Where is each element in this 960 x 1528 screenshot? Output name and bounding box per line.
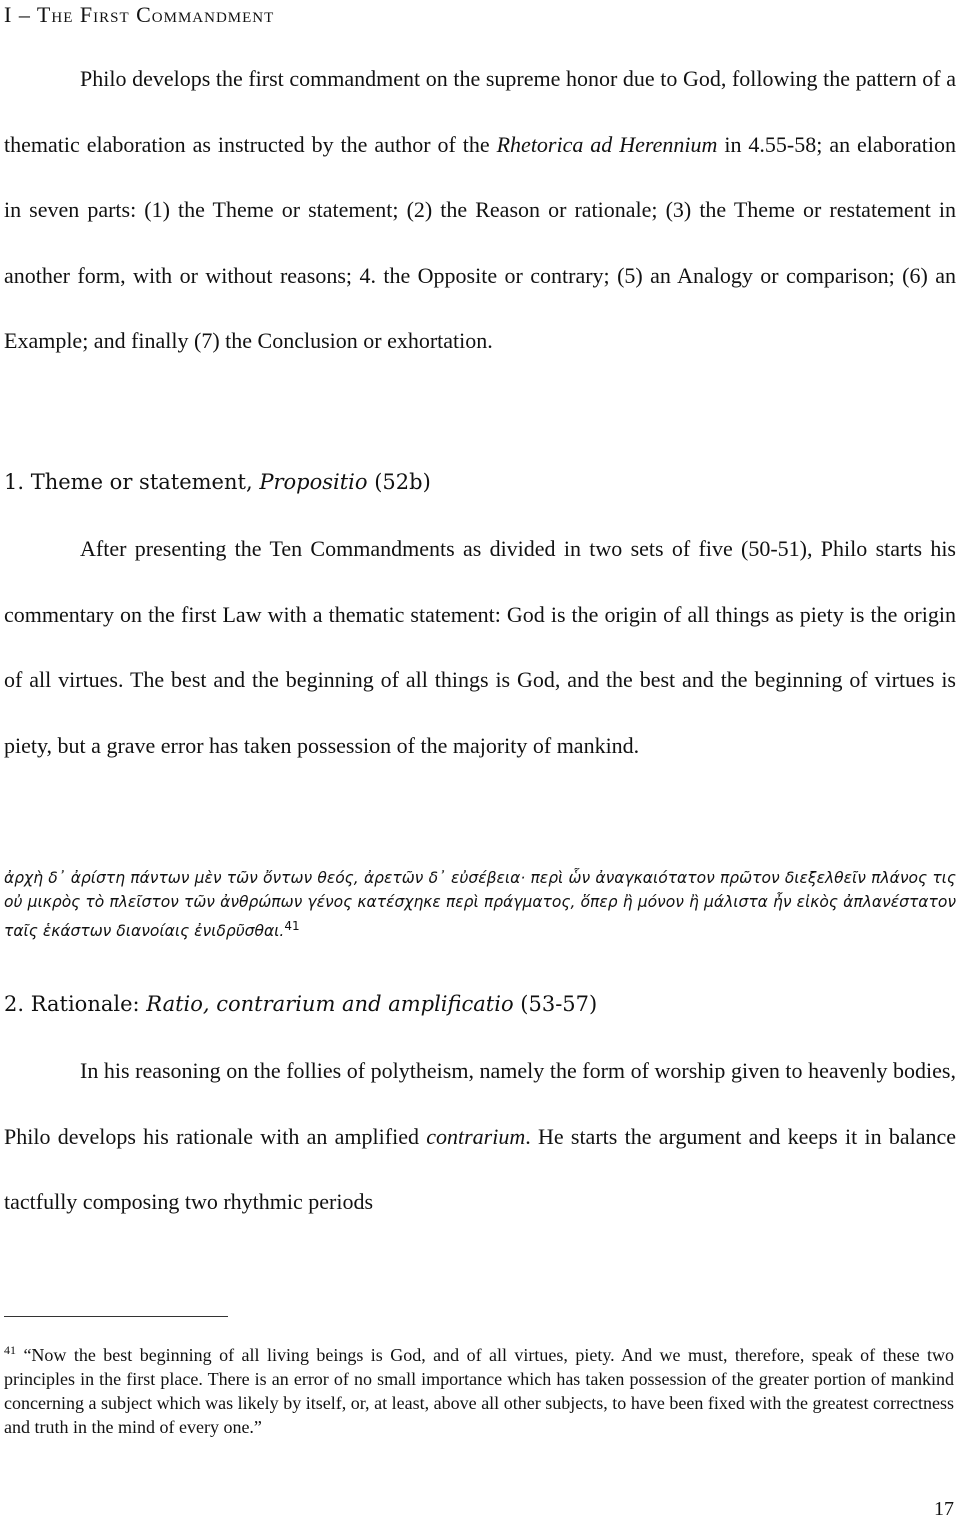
intro-text-1: Philo develops the first commandment on the supreme honor due to God, following the pattern of a thematic elaboration as instructed by the author of the [4,66,956,157]
intro-text-2: in 4.55-58; an elaboration in seven parts: (1) the Theme or statement; (2) the Reason or rationale; (3) the Theme or restatement in another form, with or without reasons; 4. the Opposite or contrary; (5) an Analogy or comparison; (6) an Example; and finally (7) the Conclusion or exhortation. [4,131,956,353]
section-1-term: Propositio [259,470,368,494]
section-1-heading: 1. Theme or statement, Propositio (52b) [4,470,431,494]
footnote-41 [4,1338,954,1439]
footnote-reference[interactable]: 41 [284,919,300,933]
footnote-number: 41 [4,1343,16,1357]
contrarium-term: contrarium [426,1123,526,1149]
work-title: Rhetorica ad Herennium [496,131,718,157]
section-2-paragraph: In his reasoning on the follies of polytheism, namely the form of worship given to heavenly bodies, Philo develops his rationale with an amplified contrarium. He starts the argument and keeps it in balance tactfully composing two rhythmic periods [4,1058,956,1214]
footnote-divider [4,1316,228,1317]
chapter-heading: I – The First Commandment [4,2,275,27]
greek-quotation: ἀρχὴ δ᾽ ἀρίστη πάντων μὲν τῶν ὄντων θεός, ἀρετῶν δ᾽ εὐσέβεια· περὶ ὧν ἀναγκαιότατον πρῶτον διεξελθεῖν πλάνος τις οὐ μικρὸς τὸ πλεῖστον τῶν ἀνθρώπων γένος κατέσχηκε περὶ πράγματος, ὅπερ ἢ μόνον ἢ μάλιστα ἦν εἰκὸς ἀπλανέστατον ταῖς ἑκάστων διανοίαις ἐνιδρῦσθαι.$^{41}$ [4,869,956,941]
section-2-heading: 2. Rationale: Ratio, contrarium and amplificatio (53-57) [4,992,598,1016]
footnote-text: “Now the best beginning of all living beings is God, and of all virtues, piety. And we must, therefore, speak of these two principles in the first place. There is an error of no small importance which has taken possession of the greater portion of mankind concerning a subject which was likely by itself, or, at least, above all other subjects, to have been fixed with the greatest correctness and truth in the mind of every one.” [4,1345,955,1437]
section-1-paragraph: After presenting the Ten Commandments as divided in two sets of five (50-51), Philo starts his commentary on the first Law with a thematic statement: God is the origin of all things as piety is the origin of all virtues. The best and the beginning of all things is God, and the best and the beginning of virtues is piety, but a grave error has taken possession of the majority of mankind. [4,536,956,758]
intro-paragraph [4,46,956,374]
section-2-term: Ratio, contrarium and amplificatio [146,992,514,1016]
page-number: 17 [934,1498,954,1520]
